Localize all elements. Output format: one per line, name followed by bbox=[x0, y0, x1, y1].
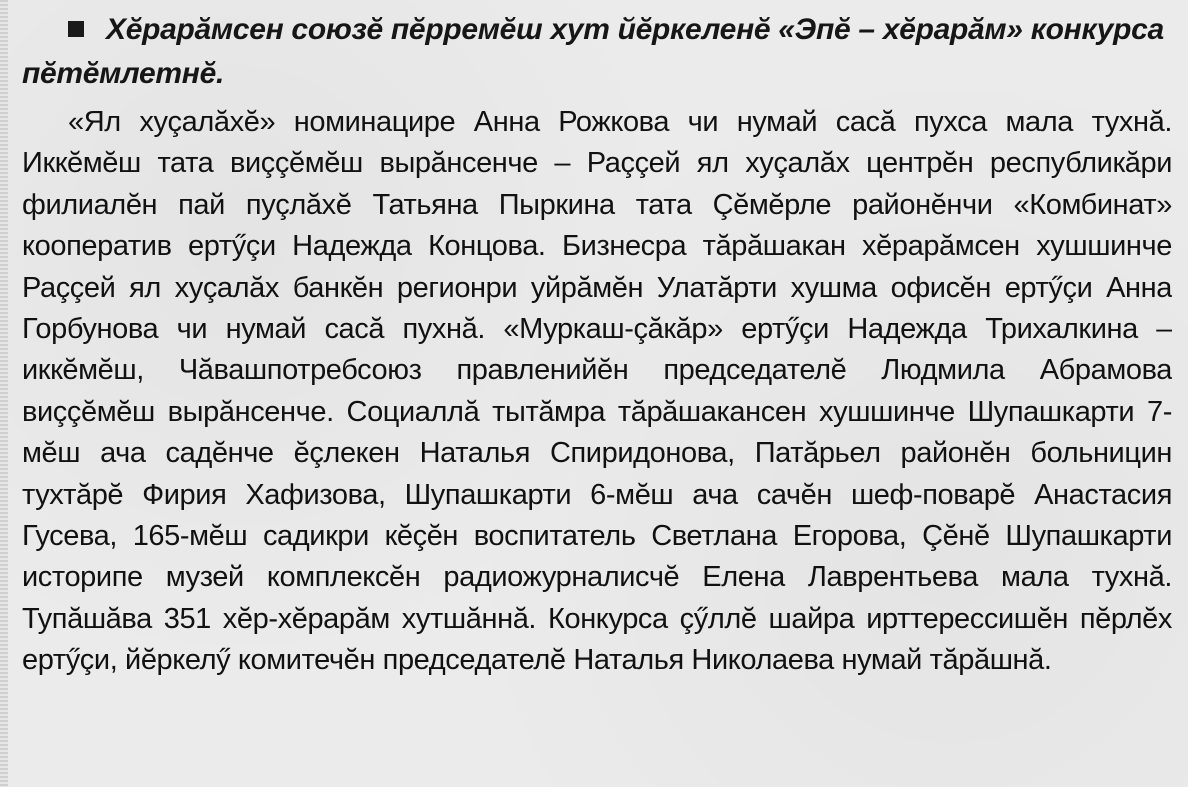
column-rule bbox=[0, 0, 8, 787]
article-headline bbox=[22, 8, 1172, 96]
news-article bbox=[22, 8, 1172, 780]
headline-text: Хĕрарӑмсен союзĕ пĕрремĕш хут йĕркеленĕ «Эпĕ – хĕрарӑм» конкурса пĕтӗмлетнĕ. bbox=[22, 13, 1164, 90]
square-bullet-icon bbox=[68, 21, 84, 37]
article-body: «Ял хуçалӑхĕ» номинацире Анна Рожкова чи нумай сасӑ пухса мала тухнӑ. Иккĕмĕш тата виççĕмĕш вырӑнсенче – Раççей ял хуçалӑх центрĕн республикӑри филиалĕн пай пуçлӑхĕ Татьяна Пыркина тата Çĕмĕрле районĕнчи «Комбинат» кооператив ертӳçи Надежда Концова. Бизнесра тӑрӑшакан хĕрарӑмсен хушшинче Раççей ял хуçалӑх банкĕн регионри уйрӑмĕн Улатӑрти хушма офисĕн ертӳçи Анна Горбунова чи нумай сасӑ пухнӑ. «Муркаш-çӑкӑр» ертӳçи Надежда Трихалкина – иккĕмĕш, Чӑвашпотребсоюз правленийĕн председателĕ Людмила Абрамова виççĕмĕш вырӑнсенче. Социаллӑ тытӑмра тӑрӑшакансен хушшинче Шупашкарти 7-мĕш ача садĕнче ĕçлекен Наталья Спиридонова, Патӑрьел районĕн больницин тухтӑрĕ Фирия Хафизова, Шупашкарти 6-мĕш ача сачĕн шеф-поварĕ Анастасия Гусева, 165-мĕш садикри кĕçĕн воспитатель Светлана Егорова, Çĕнĕ Шупашкарти историпе музей комплексĕн радиожурналисчĕ Елена Лаврентьева мала тухнӑ. Тупӑшӑва 351 хĕр-хĕрарӑм хутшӑннӑ. Конкурса çӳллĕ шайра ирттерессишĕн пĕрлĕх ертӳçи, йĕркелӳ комитечĕн председателĕ Наталья Николаева нумай тӑрӑшнӑ. bbox=[22, 106, 1172, 677]
